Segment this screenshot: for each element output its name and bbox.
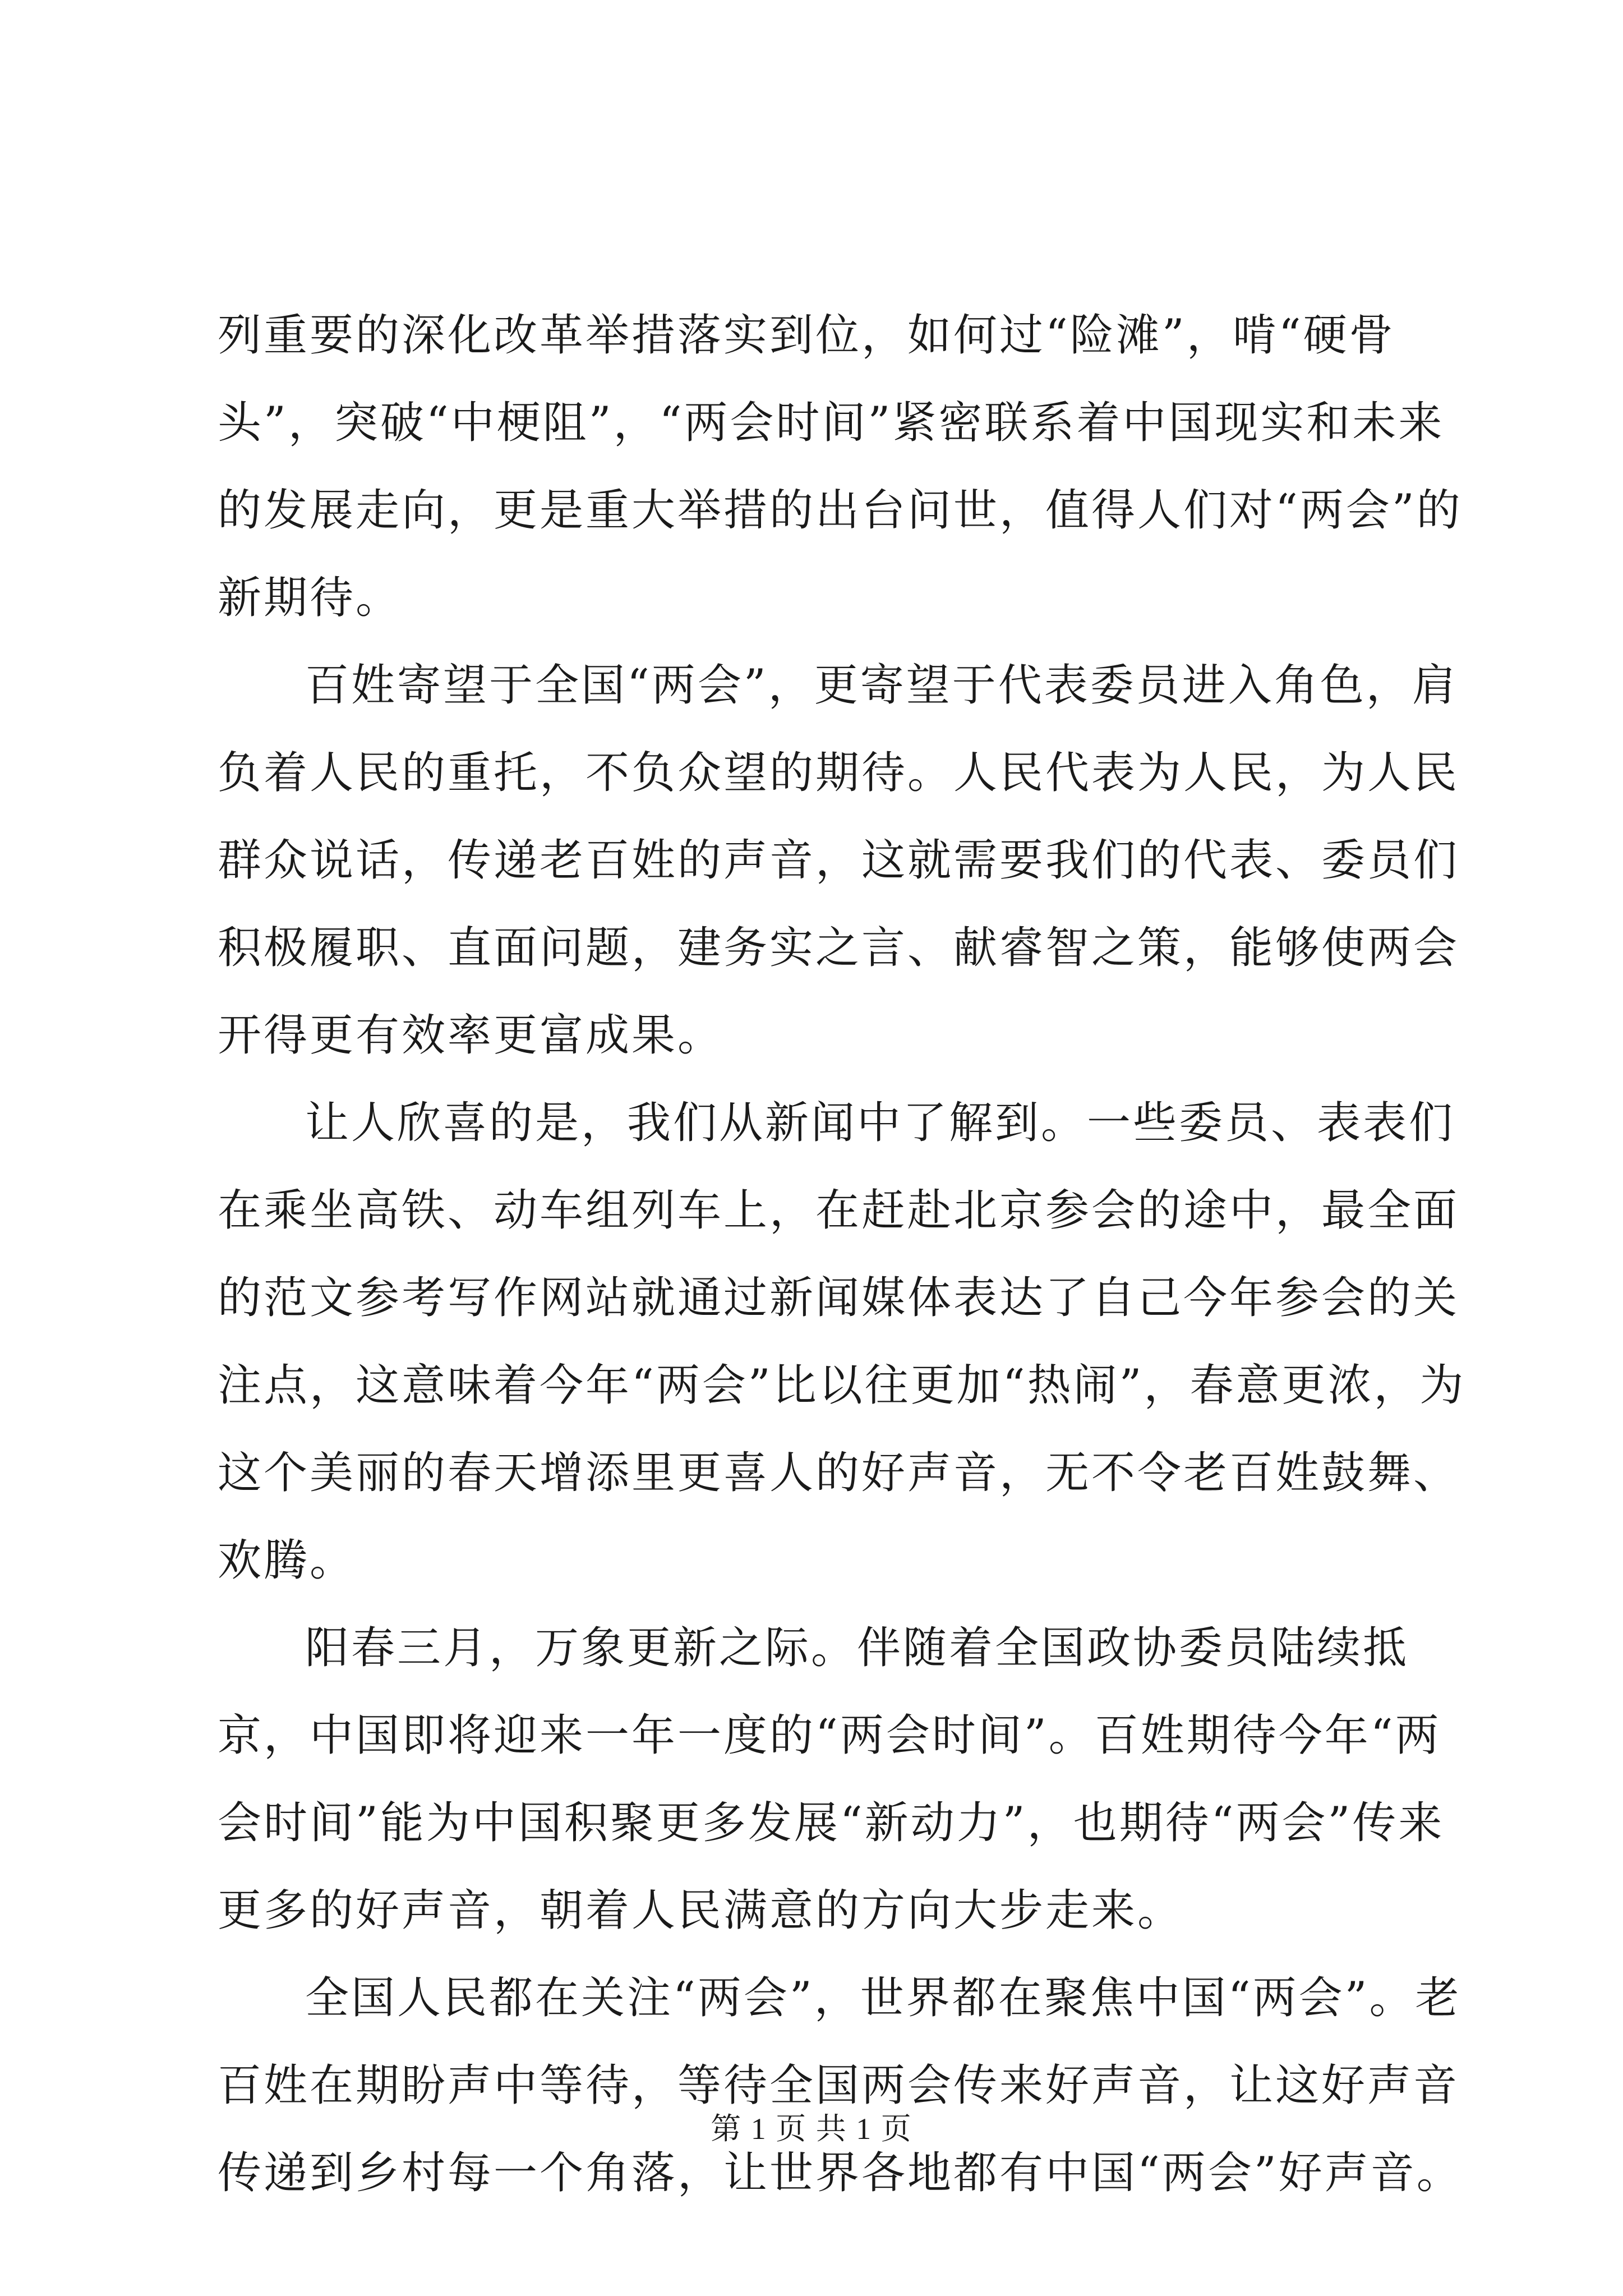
paragraph: 百姓寄望于全国“两会”，更寄望于代表委员进入角色，肩负着人民的重托，不负众望的期待。人民代表为人民，为人民群众说话，传递老百姓的声音，这就需要我们的代表、委员们积极履职、直面问题，建务实之言、献睿智之策，能够使两会开得更有效率更富成果。 bbox=[218, 660, 1460, 1061]
document-body bbox=[218, 292, 1474, 2217]
paragraph: 阳春三月，万象更新之际。伴随着全国政协委员陆续抵京，中国即将迎来一年一度的“两会时间”。百姓期待今年“两会时间”能为中国积聚更多发展“新动力”，也期待“两会”传来更多的好声音，朝着人民满意的方向大步走来。 bbox=[218, 1623, 1445, 1936]
paragraph-continued: 列重要的深化改革举措落实到位，如何过“险滩”，啃“硬骨头”，突破“中梗阻”，“两会时间”紧密联系着中国现实和未来的发展走向，更是重大举措的出台问世，值得人们对“两会”的新期待。 bbox=[218, 310, 1463, 623]
page-number-footer: 第 1 页 共 1 页 bbox=[711, 2112, 912, 2146]
paragraph: 全国人民都在关注“两会”，世界都在聚焦中国“两会”。老百姓在期盼声中等待，等待全国两会传来好声音，让这好声音传递到乡村每一个角落，让世界各地都有中国“两会”好声音。 bbox=[218, 1973, 1463, 2198]
paragraph: 让人欣喜的是，我们从新闻中了解到。一些委员、表表们在乘坐高铁、动车组列车上，在赶赴北京参会的途中，最全面的范文参考写作网站就通过新闻媒体表达了自己今年参会的关注点，这意味着今年“两会”比以往更加“热闹”，春意更浓，为这个美丽的春天增添里更喜人的好声音，无不令老百姓鼓舞、欢腾。 bbox=[218, 1098, 1466, 1586]
